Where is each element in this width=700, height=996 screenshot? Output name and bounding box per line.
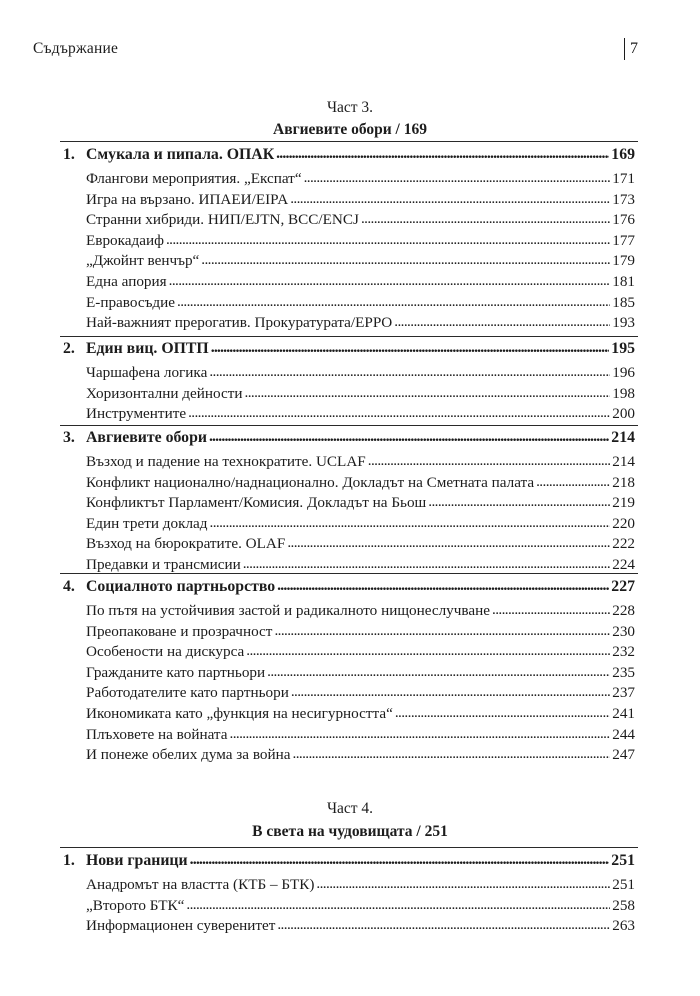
leader-dots xyxy=(368,452,610,470)
leader-dots xyxy=(276,145,609,163)
chapter-number: 2. xyxy=(63,340,75,357)
section-title: Икономиката като „функция на несигурността“ xyxy=(86,705,393,722)
leader-dots xyxy=(243,555,610,573)
leader-dots xyxy=(361,210,610,228)
chapter-row xyxy=(63,852,635,870)
section-row xyxy=(86,405,635,423)
chapter-page: 169 xyxy=(611,146,635,163)
section-row xyxy=(86,556,635,574)
section-title: Конфликтът Парламент/Комисия. Докладът на Бьош xyxy=(86,494,427,512)
section-title: Анадромът на властта (КТБ – БТК) xyxy=(86,876,315,893)
leader-dots xyxy=(287,534,610,552)
section-page: 200 xyxy=(612,405,635,423)
section-page: 251 xyxy=(612,876,635,893)
leader-dots xyxy=(267,663,610,681)
section-title: Чаршафена логика xyxy=(86,364,208,381)
chapter-row xyxy=(63,578,635,596)
section-page: 218 xyxy=(612,473,635,491)
running-head: Съдържание xyxy=(33,40,119,57)
leader-dots xyxy=(277,916,610,934)
page-number: 7 xyxy=(624,38,638,60)
chapter-page: 195 xyxy=(611,340,635,357)
leader-dots xyxy=(177,293,610,311)
leader-dots xyxy=(186,896,610,914)
section-page: 230 xyxy=(612,622,635,640)
leader-dots xyxy=(190,851,610,869)
section-row xyxy=(86,170,635,188)
section-row xyxy=(86,917,635,935)
chapter-divider xyxy=(60,573,638,574)
section-row xyxy=(86,726,635,744)
section-row xyxy=(86,385,635,403)
section-title: Преопаковане и прозрачност xyxy=(86,622,273,640)
section-row xyxy=(86,684,635,702)
section-title: Инструментите xyxy=(86,405,187,423)
section-row xyxy=(86,314,635,332)
section-row xyxy=(86,474,635,492)
section-title: И понеже обелих дума за война xyxy=(86,746,291,764)
leader-dots xyxy=(166,231,610,249)
part-title: В света на чудовищата / 251 xyxy=(252,823,448,840)
part-label: Част 3. xyxy=(326,99,374,116)
leader-dots xyxy=(274,622,610,640)
leader-dots xyxy=(304,169,611,187)
leader-dots xyxy=(188,404,610,422)
section-page: 198 xyxy=(612,384,635,402)
chapter-row xyxy=(63,146,635,164)
part-label: Част 4. xyxy=(326,800,374,817)
chapter-divider xyxy=(60,141,638,142)
chapter-divider xyxy=(60,847,638,848)
section-row xyxy=(86,191,635,209)
section-page: 224 xyxy=(612,556,635,573)
section-page: 241 xyxy=(612,705,635,722)
leader-dots xyxy=(395,704,610,722)
section-row xyxy=(86,602,635,620)
section-page: 214 xyxy=(612,453,635,470)
chapter-number: 3. xyxy=(63,429,75,446)
section-page: 171 xyxy=(612,170,635,187)
leader-dots xyxy=(291,683,610,701)
chapter-title: Нови граници xyxy=(86,852,188,869)
section-page: 196 xyxy=(612,364,635,381)
section-page: 219 xyxy=(612,494,635,512)
section-row xyxy=(86,746,635,764)
section-row xyxy=(86,705,635,723)
section-row xyxy=(86,453,635,471)
leader-dots xyxy=(169,272,611,290)
leader-dots xyxy=(277,577,609,595)
chapter-title: Авгиевите обори xyxy=(86,429,207,446)
chapter-title: Един виц. ОПТП xyxy=(86,340,209,357)
section-title: „Второто БТК“ xyxy=(86,896,185,914)
section-title: Гражданите като партньори xyxy=(86,663,266,681)
chapter-divider xyxy=(60,425,638,426)
section-title: Флангови мероприятия. „Експат“ xyxy=(86,170,302,187)
leader-dots xyxy=(492,601,610,619)
section-title: Работодателите като партньори xyxy=(86,684,289,702)
section-row xyxy=(86,494,635,512)
section-title: Е-правосъдие xyxy=(86,293,176,311)
section-title: Игра на вързано. ИПАЕИ/EIPA xyxy=(86,190,289,208)
section-title: Хоризонтални дейности xyxy=(86,384,243,402)
section-page: 244 xyxy=(612,725,635,743)
section-page: 263 xyxy=(612,917,635,935)
leader-dots xyxy=(316,875,610,893)
section-page: 258 xyxy=(612,896,635,914)
chapter-row xyxy=(63,429,635,447)
leader-dots xyxy=(293,745,611,763)
leader-dots xyxy=(428,493,610,511)
section-row xyxy=(86,623,635,641)
section-row xyxy=(86,664,635,682)
leader-dots xyxy=(245,384,611,402)
leader-dots xyxy=(209,428,609,446)
section-title: Предавки и трансмисии xyxy=(86,556,241,573)
leader-dots xyxy=(210,514,611,532)
section-row xyxy=(86,364,635,382)
section-title: Информационен суверенитет xyxy=(86,917,276,935)
section-row xyxy=(86,294,635,312)
section-page: 173 xyxy=(612,190,635,208)
chapter-page: 214 xyxy=(611,429,635,446)
part-title: Авгиевите обори / 169 xyxy=(273,121,427,138)
section-title: „Джойнт венчър“ xyxy=(86,252,200,270)
section-page: 181 xyxy=(612,273,635,290)
section-page: 176 xyxy=(612,211,635,229)
section-title: Една апория xyxy=(86,273,167,290)
chapter-row xyxy=(63,340,635,358)
section-title: Един трети доклад xyxy=(86,514,208,532)
section-page: 247 xyxy=(612,746,635,764)
section-page: 228 xyxy=(612,602,635,619)
section-title: Еврокадаиф xyxy=(86,231,164,249)
section-page: 220 xyxy=(612,514,635,532)
section-page: 179 xyxy=(612,252,635,270)
chapter-title: Социалното партньорство xyxy=(86,578,276,595)
section-title: Конфликт национално/наднационално. Докладът на Сметната палата xyxy=(86,473,535,491)
leader-dots xyxy=(230,725,611,743)
leader-dots xyxy=(211,339,610,357)
chapter-number: 4. xyxy=(63,578,75,595)
section-page: 235 xyxy=(612,663,635,681)
section-page: 177 xyxy=(612,231,635,249)
leader-dots xyxy=(536,473,610,491)
section-title: Особености на дискурса xyxy=(86,643,245,661)
section-title: Плъховете на войната xyxy=(86,725,228,743)
leader-dots xyxy=(290,190,610,208)
section-row xyxy=(86,535,635,553)
section-title: Възход и падение на технократите. UCLAF xyxy=(86,453,366,470)
chapter-page: 251 xyxy=(611,852,635,869)
section-row xyxy=(86,232,635,250)
leader-dots xyxy=(209,363,610,381)
section-title: По пътя на устойчивия застой и радикалното нищонеслучване xyxy=(86,602,490,619)
chapter-page: 227 xyxy=(611,578,635,595)
section-page: 222 xyxy=(612,535,635,553)
chapter-number: 1. xyxy=(63,852,75,869)
section-row xyxy=(86,643,635,661)
section-page: 237 xyxy=(612,684,635,702)
section-title: Най-важният прерогатив. Прокуратурата/EPPO xyxy=(86,314,393,332)
section-row xyxy=(86,515,635,533)
leader-dots xyxy=(246,642,610,660)
section-page: 232 xyxy=(612,643,635,661)
section-title: Възход на бюрократите. OLAF xyxy=(86,535,286,553)
leader-dots xyxy=(394,313,610,331)
section-row xyxy=(86,211,635,229)
section-page: 185 xyxy=(612,293,635,311)
chapter-title: Смукала и пипала. ОПАК xyxy=(86,146,275,163)
section-row xyxy=(86,273,635,291)
chapter-divider xyxy=(60,336,638,337)
section-row xyxy=(86,252,635,270)
section-title: Странни хибриди. НИП/EJTN, BCC/ENCJ xyxy=(86,211,359,229)
section-row xyxy=(86,876,635,894)
chapter-number: 1. xyxy=(63,146,75,163)
section-row xyxy=(86,897,635,915)
section-page: 193 xyxy=(612,314,635,332)
leader-dots xyxy=(201,251,610,269)
